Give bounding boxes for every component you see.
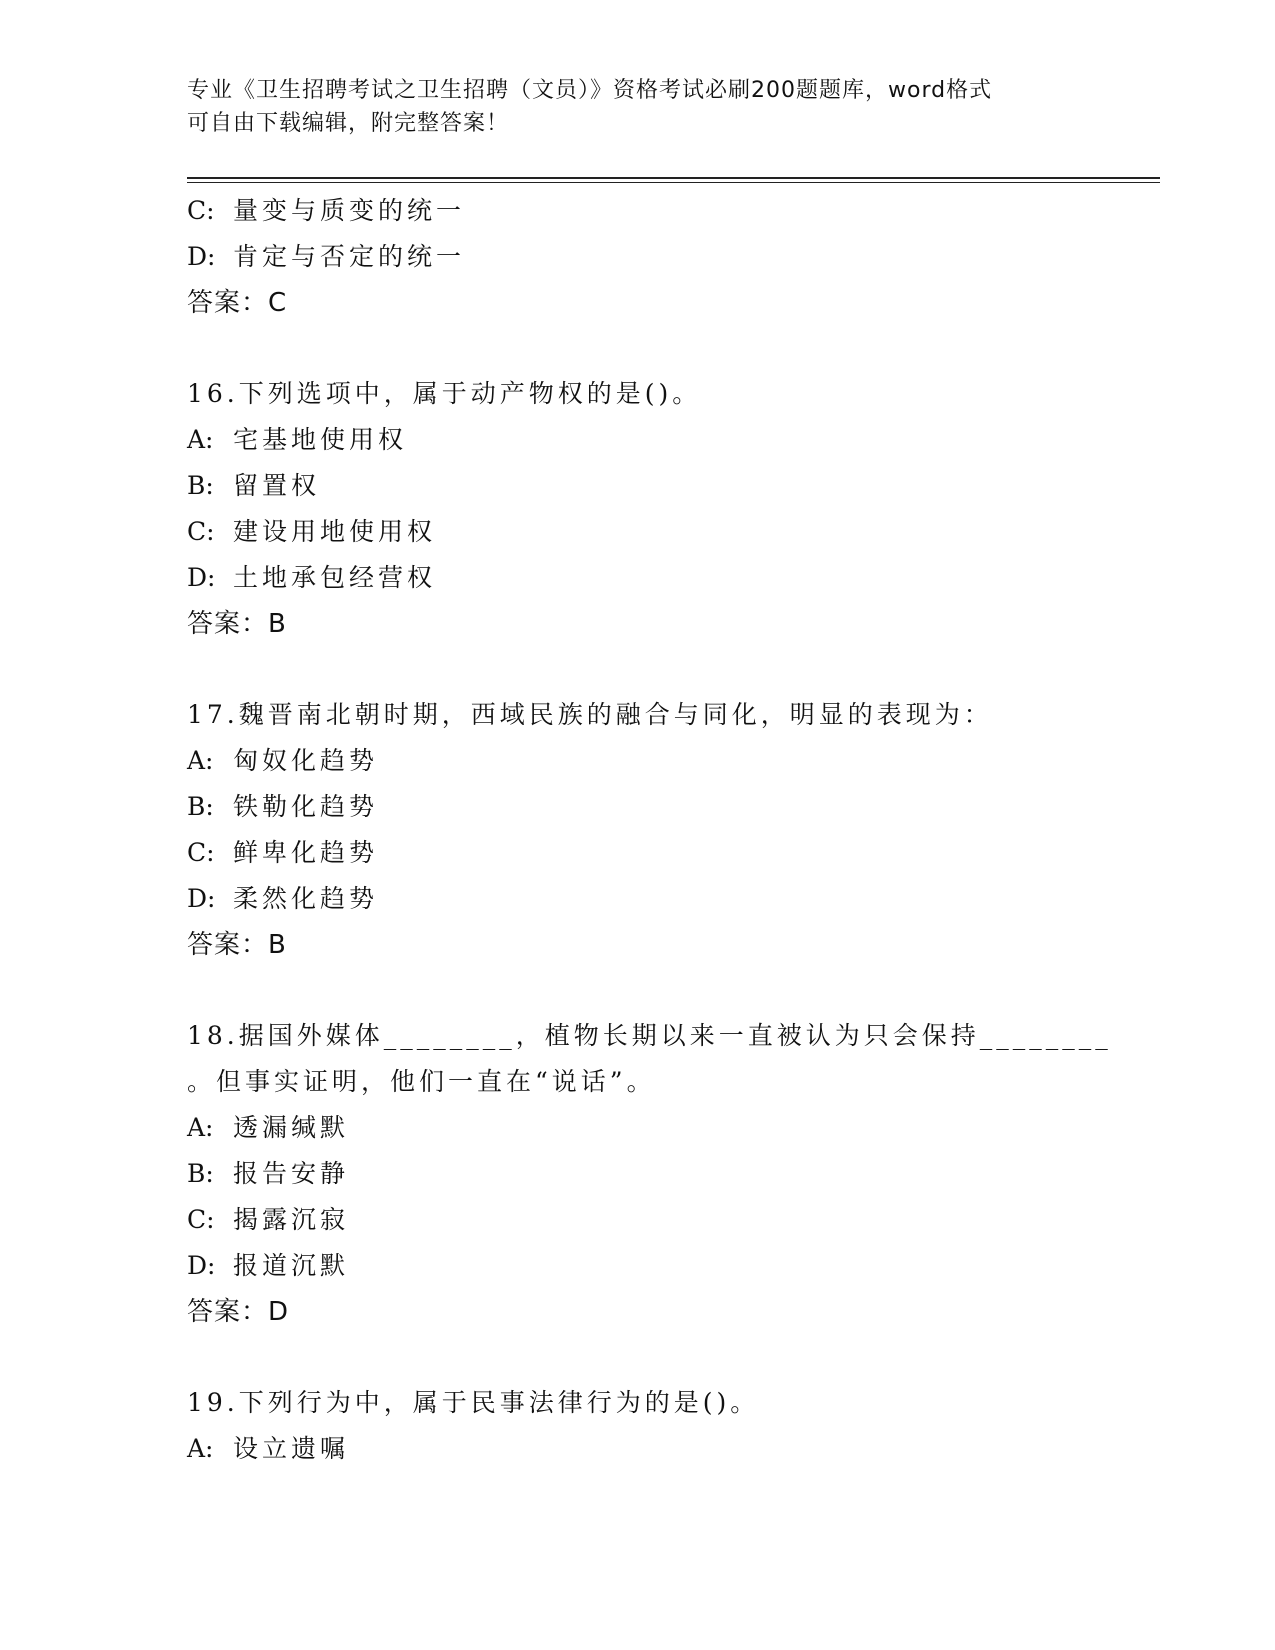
page-header: [187, 74, 1087, 140]
option-text: 设立遗嘱: [233, 1434, 350, 1463]
question-list: [187, 188, 1167, 1472]
option-line: [187, 1243, 1167, 1289]
spacer: [187, 1335, 1167, 1380]
question-stem: 17.魏晋南北朝时期，西域民族的融合与同化，明显的表现为：: [187, 700, 993, 729]
answer-line: 答案：B: [187, 930, 287, 960]
option-label: D:: [187, 1251, 216, 1280]
option-text: 土地承包经营权: [233, 563, 437, 592]
option-line: [187, 188, 1167, 234]
option-text: 铁勒化趋势: [233, 792, 379, 821]
option-label: B:: [187, 792, 214, 821]
option-line: [187, 1426, 1167, 1472]
option-text: 报道沉默: [233, 1251, 350, 1280]
option-text: 建设用地使用权: [233, 517, 437, 546]
option-line: [187, 830, 1167, 876]
option-line: [187, 738, 1167, 784]
question-stem: 16.下列选项中，属于动产物权的是()。: [187, 379, 702, 408]
option-text: 量变与质变的统一: [233, 196, 466, 225]
option-text: 鲜卑化趋势: [233, 838, 379, 867]
option-text: 揭露沉寂: [233, 1205, 350, 1234]
header-divider-thick: [187, 177, 1160, 179]
option-label: C:: [187, 838, 215, 867]
option-label: C:: [187, 196, 215, 225]
option-label: B:: [187, 471, 214, 500]
option-line: [187, 555, 1167, 601]
spacer: [187, 968, 1167, 1013]
option-line: [187, 509, 1167, 555]
option-text: 宅基地使用权: [233, 425, 408, 454]
option-line: [187, 417, 1167, 463]
option-text: 透漏缄默: [233, 1113, 350, 1142]
option-line: [187, 234, 1167, 280]
spacer: [187, 647, 1167, 692]
option-label: A:: [187, 746, 214, 775]
option-label: D:: [187, 563, 216, 592]
option-line: [187, 1197, 1167, 1243]
option-label: C:: [187, 1205, 215, 1234]
question-stem: 18.据国外媒体________，植物长期以来一直被认为只会保持________: [187, 1021, 1112, 1050]
spacer: [187, 326, 1167, 371]
header-divider-thin: [187, 182, 1160, 183]
option-line: [187, 784, 1167, 830]
question-stem: 19.下列行为中，属于民事法律行为的是()。: [187, 1388, 760, 1417]
option-text: 肯定与否定的统一: [233, 242, 466, 271]
option-line: [187, 876, 1167, 922]
answer-line: 答案：B: [187, 609, 287, 639]
question-stem-continuation: 。但事实证明，他们一直在“说话”。: [187, 1067, 656, 1096]
option-label: A:: [187, 1113, 214, 1142]
option-line: [187, 1151, 1167, 1197]
option-label: D:: [187, 242, 216, 271]
option-text: 柔然化趋势: [233, 884, 379, 913]
option-text: 报告安静: [233, 1159, 350, 1188]
option-line: [187, 1105, 1167, 1151]
option-label: C:: [187, 517, 215, 546]
header-title-line-1: 专业《卫生招聘考试之卫生招聘（文员）》资格考试必刷200题题库，word格式: [187, 78, 993, 103]
option-label: D:: [187, 884, 216, 913]
option-label: A:: [187, 425, 214, 454]
option-line: [187, 463, 1167, 509]
option-label: B:: [187, 1159, 214, 1188]
answer-line: 答案：C: [187, 288, 288, 318]
option-label: A:: [187, 1434, 214, 1463]
option-text: 匈奴化趋势: [233, 746, 379, 775]
header-title-line-2: 可自由下载编辑，附完整答案！: [187, 111, 510, 136]
option-text: 留置权: [233, 471, 321, 500]
answer-line: 答案：D: [187, 1297, 290, 1327]
